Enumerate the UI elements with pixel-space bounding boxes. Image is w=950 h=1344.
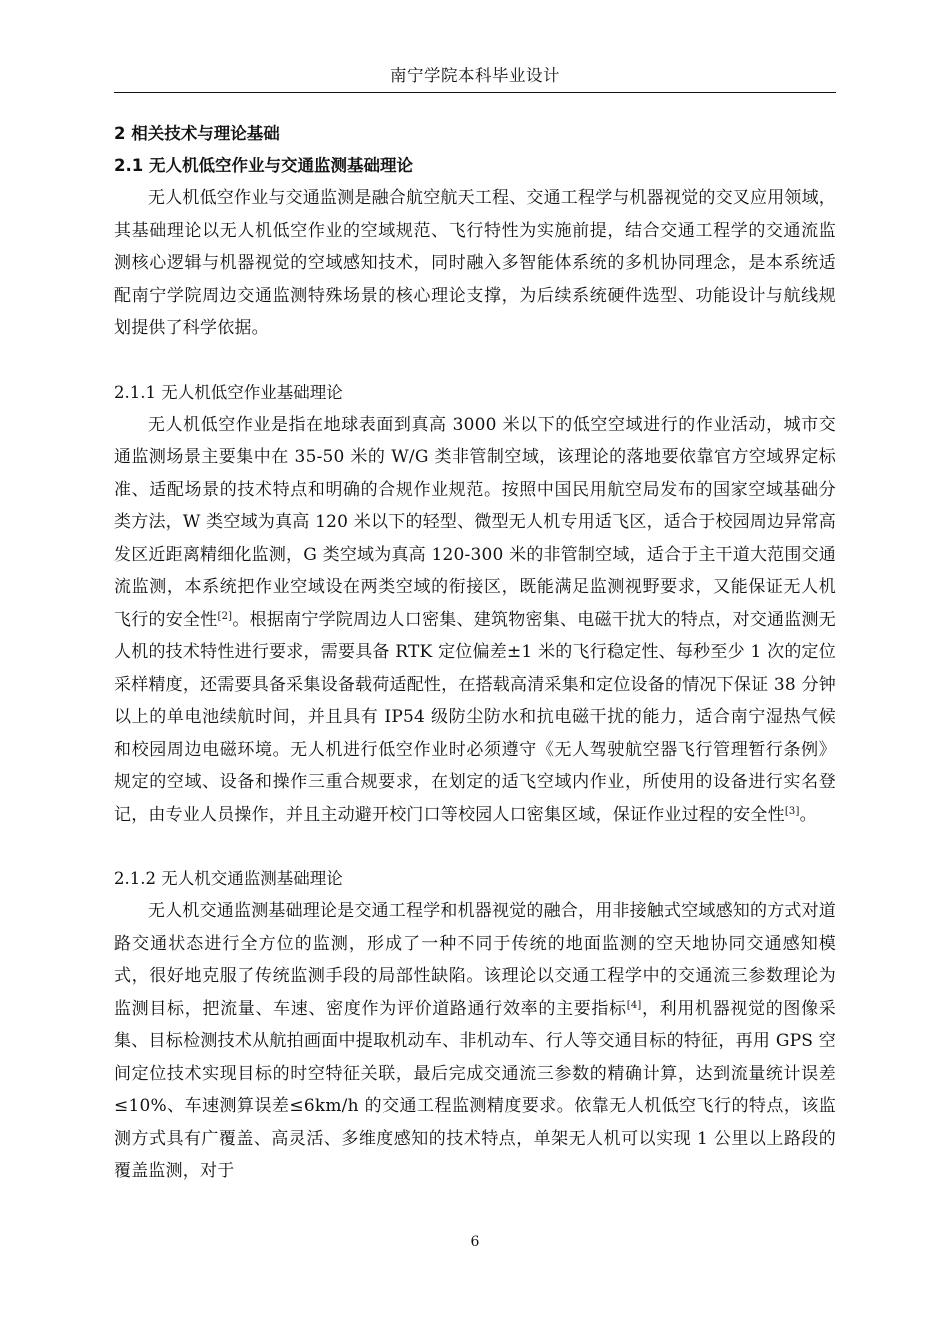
header-rule — [114, 92, 836, 93]
section-heading-2-1: 2.1 无人机低空作业与交通监测基础理论 — [114, 156, 413, 175]
running-header: 南宁学院本科毕业设计 — [390, 66, 560, 85]
body-text: 无人机低空作业是指在地球表面到真高 3000 米以下的低空空域进行的作业活动，城市交通监测场景主要集中在 35-50 米的 W/G 类非管制空域，该理论的落地要依靠官方空域界定标准、适配场景的技术特点和明确的合规作业规范。按照中国民用航空局发布的国家空域基础分类方法，W 类空域为真高 120 米以下的轻型、微型无人机专用适飞区，适合于校园周边异常高发区近距离精细化监测，G 类空域为真高 120-300 米的非管制空域，适合于主干道大范围交通流监测，本系统把作业空域设在两类空域的衔接区，既能满足监测视野要求，又能保证无人机飞行的安全性 — [114, 414, 836, 630]
section-heading-2-1-1: 2.1.1 无人机低空作业基础理论 — [114, 382, 343, 402]
page-content — [114, 118, 836, 1188]
section-2-1-1-paragraph — [114, 409, 836, 832]
citation-ref[interactable]: [4] — [626, 999, 642, 1011]
section-2-1-paragraph: 无人机低空作业与交通监测是融合航空航天工程、交通工程学与机器视觉的交叉应用领域，其基础理论以无人机低空作业的空域规范、飞行特性为实施前提，结合交通工程学的交通流监测核心逻辑与机器视觉的空域感知技术，同时融入多智能体系统的多机协同理念，是本系统适配南宁学院周边交通监测特殊场景的核心理论支撑，为后续系统硬件选型、功能设计与航线规划提供了科学依据。 — [114, 188, 836, 338]
body-text: 无人机交通监测基础理论是交通工程学和机器视觉的融合，用非接触式空域感知的方式对道路交通状态进行全方位的监测，形成了一种不同于传统的地面监测的空天地协同交通感知模式，很好地克服了传统监测手段的局部性缺陷。该理论以交通工程学中的交通流三参数理论为监测目标，把流量、车速、密度作为评价道路通行效率的主要指标 — [114, 901, 836, 1019]
section-heading-2-1-2: 2.1.2 无人机交通监测基础理论 — [114, 869, 343, 888]
body-text: 。 — [799, 804, 817, 825]
body-text: ，利用机器视觉的图像采集、目标检测技术从航拍画面中提取机动车、非机动车、行人等交通目标的特征，再用 GPS 空间定位技术实现目标的时空特征关联，最后完成交通流三参数的精确计算，达到流量统计误差≤10%、车速测算误差≤6km/h 的交通工程监测精度要求。依靠无人机低空飞行的特点，该监测方式具有广覆盖、高灵活、多维度感知的技术特点，单架无人机可以实现 1 公里以上路段的覆盖监测，对于 — [114, 998, 836, 1181]
section-2-1-2-paragraph — [114, 895, 836, 1188]
body-text: 。根据南宁学院周边人口密集、建筑物密集、电磁干扰大的特点，对交通监测无人机的技术特性进行要求，需要具备 RTK 定位偏差±1 米的飞行稳定性、每秒至少 1 次的定位采样精度，还需要具备采集设备载荷适配性，在搭载高清采集和定位设备的情况下保证 38 分钟以上的单电池续航时间，并且具有 IP54 级防尘防水和抗电磁干扰的能力，适合南宁湿热气候和校园周边电磁环境。无人机进行低空作业时必须遵守《无人驾驶航空器飞行管理暂行条例》规定的空域、设备和操作三重合规要求，在划定的适飞空域内作业，所使用的设备进行实名登记，由专业人员操作，并且主动避开校门口等校园人口密集区域，保证作业过程的安全性 — [114, 609, 836, 825]
paragraph-gap — [114, 831, 836, 863]
citation-ref[interactable]: [2] — [217, 610, 233, 622]
paragraph-gap — [114, 345, 836, 377]
citation-ref[interactable]: [3] — [784, 805, 800, 817]
chapter-heading: 2 相关技术与理论基础 — [114, 124, 280, 143]
page-number: 6 — [470, 1234, 480, 1250]
